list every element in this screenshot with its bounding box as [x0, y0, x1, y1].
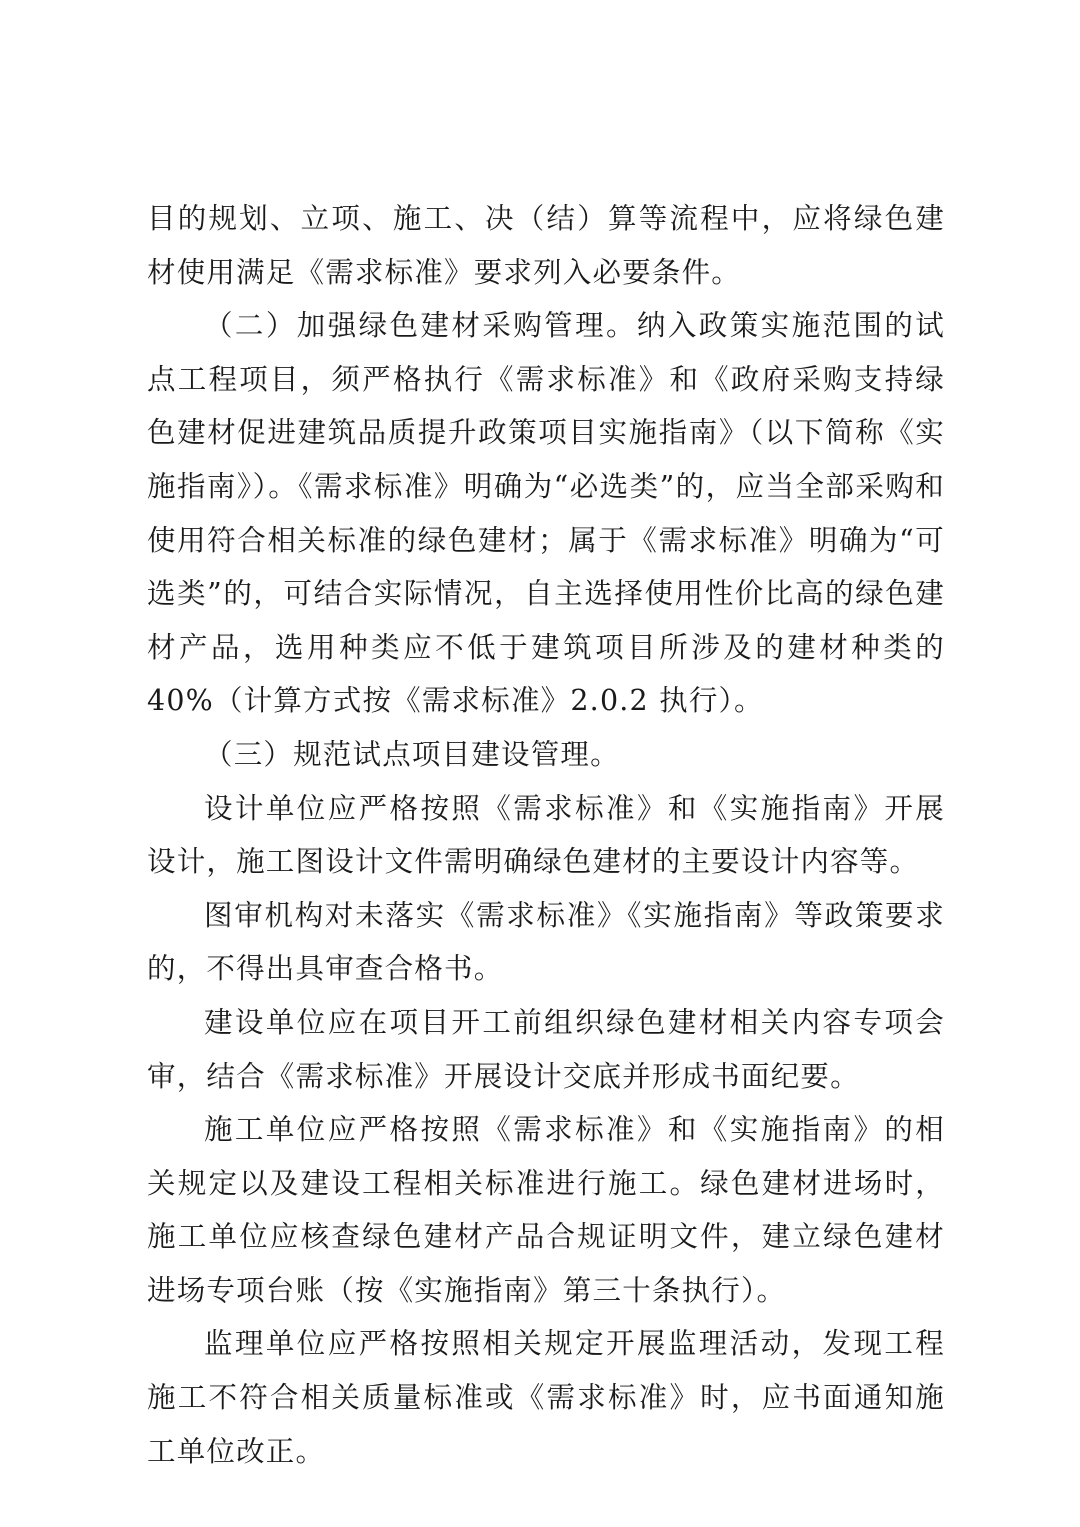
- paragraph-design-unit: 设计单位应严格按照《需求标准》和《实施指南》开展设计，施工图设计文件需明确绿色建材的主要设计内容等。: [147, 791, 945, 879]
- document-page: [147, 192, 945, 1478]
- paragraph-procurement-management: （二）加强绿色建材采购管理。纳入政策实施范围的试点工程项目，须严格执行《需求标准》和《政府采购支持绿色建材促进建筑品质提升政策项目实施指南》（以下简称《实施指南》）。《需求标准》明确为“必选类”的，应当全部采购和使用符合相关标准的绿色建材；属于《需求标准》明确为“可选类”的，可结合实际情况，自主选择使用性价比高的绿色建材产品，选用种类应不低于建筑项目所涉及的建材种类的 40%（计算方式按《需求标准》2.0.2 执行）。: [147, 309, 945, 718]
- paragraph-supervision-unit: 监理单位应严格按照相关规定开展监理活动，发现工程施工不符合相关质量标准或《需求标准》时，应书面通知施工单位改正。: [147, 1327, 945, 1468]
- paragraph-heading-construction-management: （三）规范试点项目建设管理。: [204, 737, 620, 771]
- paragraph-construction-owner: 建设单位应在项目开工前组织绿色建材相关内容专项会审，结合《需求标准》开展设计交底并形成书面纪要。: [147, 1005, 945, 1093]
- paragraph-continuation: 目的规划、立项、施工、决（结）算等流程中，应将绿色建材使用满足《需求标准》要求列入必要条件。: [147, 202, 945, 289]
- paragraph-construction-unit: 施工单位应严格按照《需求标准》和《实施指南》的相关规定以及建设工程相关标准进行施工。绿色建材进场时，施工单位应核查绿色建材产品合规证明文件，建立绿色建材进场专项台账（按《实施指南》第三十条执行）。: [147, 1113, 945, 1307]
- paragraph-review-agency: 图审机构对未落实《需求标准》《实施指南》等政策要求的，不得出具审查合格书。: [147, 898, 945, 986]
